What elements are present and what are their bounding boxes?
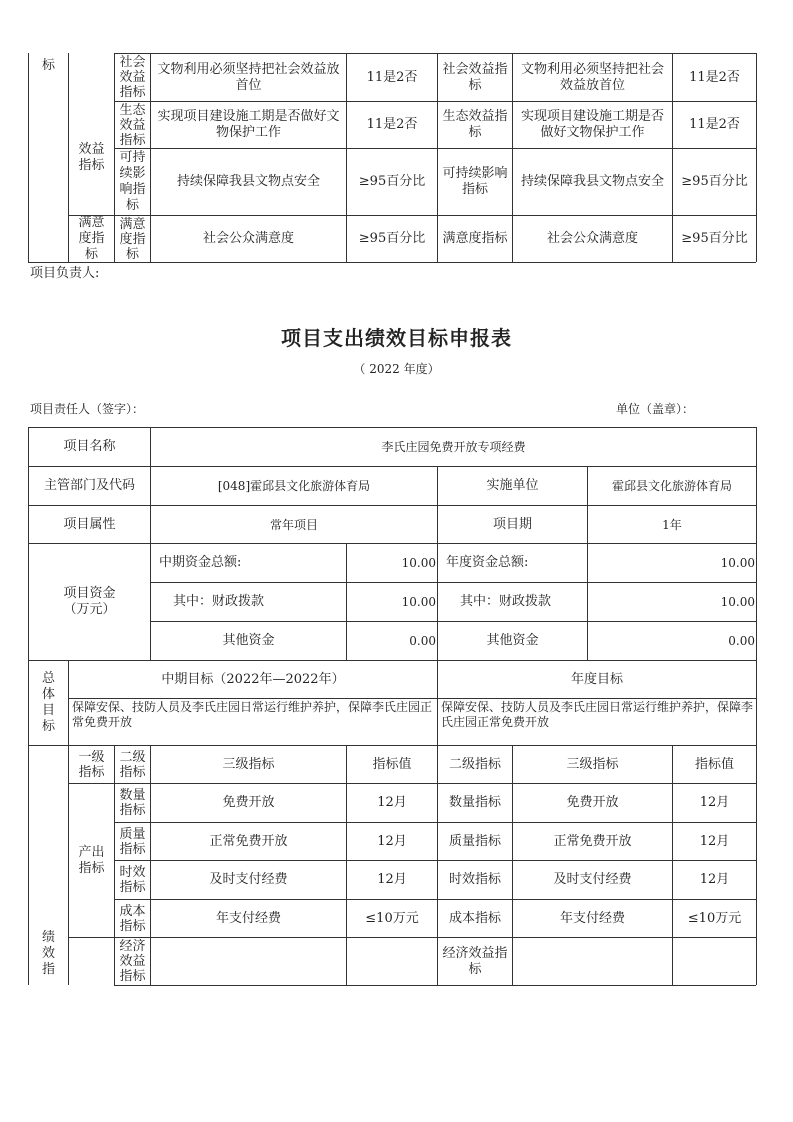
- r-level3-cell: 免费开放: [566, 795, 619, 810]
- header-value: 指标值: [372, 756, 412, 772]
- header-level2: 二级指标: [119, 749, 146, 780]
- r-level3-cell: 持续保障我县文物点安全: [520, 174, 664, 189]
- r-level3-cell: 实现项目建设施工期是否做好文物保护工作: [520, 109, 664, 140]
- value-cell: 11是2否: [366, 69, 418, 85]
- level3-cell: 正常免费开放: [209, 833, 288, 849]
- r-level3-cell: 社会公众满意度: [546, 231, 638, 246]
- annual-goal-text: 保障安保、技防人员及李氏庄园日常运行维护养护，保障李氏庄园正常免费开放: [441, 700, 754, 729]
- r-value-cell: ≤10万元: [687, 910, 742, 926]
- r-level3-cell: 正常免费开放: [553, 833, 632, 849]
- mid-total-value: 10.00: [401, 556, 436, 570]
- annual-goal-header: 年度目标: [570, 671, 623, 687]
- mid-other-label: 其他资金: [222, 633, 275, 648]
- mid-fiscal-value: 10.00: [401, 595, 436, 609]
- r-level3-cell: 及时支付经费: [553, 872, 632, 887]
- unit-label: 单位（盖章）：: [616, 402, 695, 416]
- mid-goal-header: 中期目标（2022年—2022年）: [161, 671, 345, 687]
- annual-fiscal-label: 其中：财政拨款: [460, 594, 552, 609]
- impl-label: 实施单位: [486, 478, 539, 493]
- level2-cell: 社会效益指标: [119, 55, 146, 100]
- r-level2-cell: 数量指标: [448, 795, 501, 810]
- value-cell: ≥95百分比: [358, 231, 426, 246]
- annual-total-label: 年度资金总额:: [446, 555, 529, 570]
- form-year: （ 2022 年度）: [353, 362, 440, 376]
- overall-goal-label: 总体目标: [41, 671, 55, 734]
- header-r-level2: 二级指标: [448, 756, 501, 772]
- level2-cell: 可持续影响指标: [119, 150, 146, 213]
- perf-label: 绩效指: [41, 930, 55, 977]
- header-r-level3: 三级指标: [566, 756, 619, 772]
- r-level2-cell: 生态效益指标: [442, 109, 508, 140]
- mid-fiscal-label: 其中：财政拨款: [173, 594, 265, 609]
- annual-other-value: 0.00: [728, 634, 755, 648]
- level3-cell: 文物利用必须坚持把社会效益放首位: [157, 61, 340, 93]
- level3-cell: 免费开放: [222, 795, 275, 810]
- r-level3-cell: 文物利用必须坚持把社会效益放首位: [520, 61, 664, 93]
- r-level2-cell: 可持续影响指标: [442, 166, 508, 197]
- level3-cell: 持续保障我县文物点安全: [176, 174, 320, 189]
- value-cell: [347, 938, 437, 985]
- annual-fiscal-value: 10.00: [720, 595, 755, 609]
- mid-total-label: 中期资金总额:: [159, 555, 242, 570]
- header-level3: 三级指标: [222, 756, 275, 772]
- value-cell: 11是2否: [366, 117, 418, 132]
- project-lead-label: 项目负责人:: [30, 266, 100, 281]
- r-level2-cell: 时效指标: [448, 872, 501, 887]
- attr-value: 常年项目: [269, 517, 318, 532]
- r-level2-cell: 质量指标: [448, 833, 501, 849]
- form-title: 项目支出绩效目标申报表: [281, 326, 512, 350]
- project-name-label: 项目名称: [63, 439, 116, 454]
- funds-label: 项目资金（万元）: [63, 586, 116, 617]
- project-name-value: 李氏庄园免费开放专项经费: [381, 440, 526, 454]
- period-label: 项目期: [492, 516, 532, 532]
- r-level2-cell: 成本指标: [448, 910, 501, 926]
- value-cell: ≤10万元: [365, 910, 419, 926]
- level3-cell: 及时支付经费: [209, 872, 288, 887]
- responsible-label: 项目责任人（签字）：: [30, 402, 145, 416]
- value-cell: ≥95百分比: [358, 174, 426, 189]
- level2-cell: 时效指标: [119, 865, 146, 895]
- header-level1: 一级指标: [78, 749, 105, 780]
- satisfaction-group-label: 满意度指标: [78, 216, 105, 262]
- dept-label: 主管部门及代码: [43, 478, 135, 493]
- level2-cell: 生态效益指标: [119, 102, 146, 148]
- value-cell: 12月: [377, 872, 407, 887]
- r-level2-cell: 经济效益指标: [442, 945, 508, 977]
- annual-total-value: 10.00: [720, 556, 755, 570]
- level3-cell: 年支付经费: [215, 910, 281, 926]
- r-value-cell: ≥95百分比: [681, 174, 748, 189]
- benefit-group-label: 效益指标: [78, 142, 105, 173]
- impl-value: 霍邱县文化旅游体育局: [611, 479, 732, 493]
- value-cell: 12月: [377, 833, 407, 849]
- r-level3-cell: 年支付经费: [559, 910, 625, 926]
- mid-goal-text: 保障安保、技防人员及李氏庄园日常运行维护养护，保障李氏庄园正常免费开放: [72, 700, 433, 729]
- r-value-cell: [673, 938, 756, 985]
- header-r-value: 指标值: [694, 756, 734, 772]
- mid-other-value: 0.00: [409, 634, 436, 648]
- r-value-cell: 12月: [699, 795, 730, 810]
- level3-cell: 实现项目建设施工期是否做好文物保护工作: [157, 109, 340, 140]
- level2-cell: 质量指标: [119, 826, 146, 857]
- level3-cell: 社会公众满意度: [202, 231, 294, 246]
- attr-label: 项目属性: [63, 516, 116, 532]
- value-cell: 12月: [377, 795, 407, 810]
- r-value-cell: ≥95百分比: [681, 231, 748, 246]
- r-value-cell: 12月: [699, 872, 730, 887]
- dept-value: [048]霍邱县文化旅游体育局: [217, 479, 371, 493]
- output-group-label: 产出指标: [78, 844, 105, 876]
- r-level2-cell: 满意度指标: [442, 231, 508, 246]
- r-value-cell: 12月: [699, 833, 730, 849]
- r-level3-cell: [513, 938, 672, 985]
- level2-cell: 成本指标: [119, 903, 146, 934]
- level2-cell: 数量指标: [119, 788, 146, 818]
- r-value-cell: 11是2否: [689, 69, 740, 85]
- level1-fragment: 标: [41, 58, 55, 73]
- r-level2-cell: 社会效益指标: [442, 61, 508, 93]
- r-value-cell: 11是2否: [689, 117, 740, 132]
- level3-cell: [151, 938, 346, 985]
- annual-other-label: 其他资金: [486, 633, 539, 648]
- level2-cell: 经济效益指标: [119, 939, 146, 984]
- period-value: 1年: [662, 517, 682, 532]
- level2-cell: 满意度指标: [119, 216, 146, 262]
